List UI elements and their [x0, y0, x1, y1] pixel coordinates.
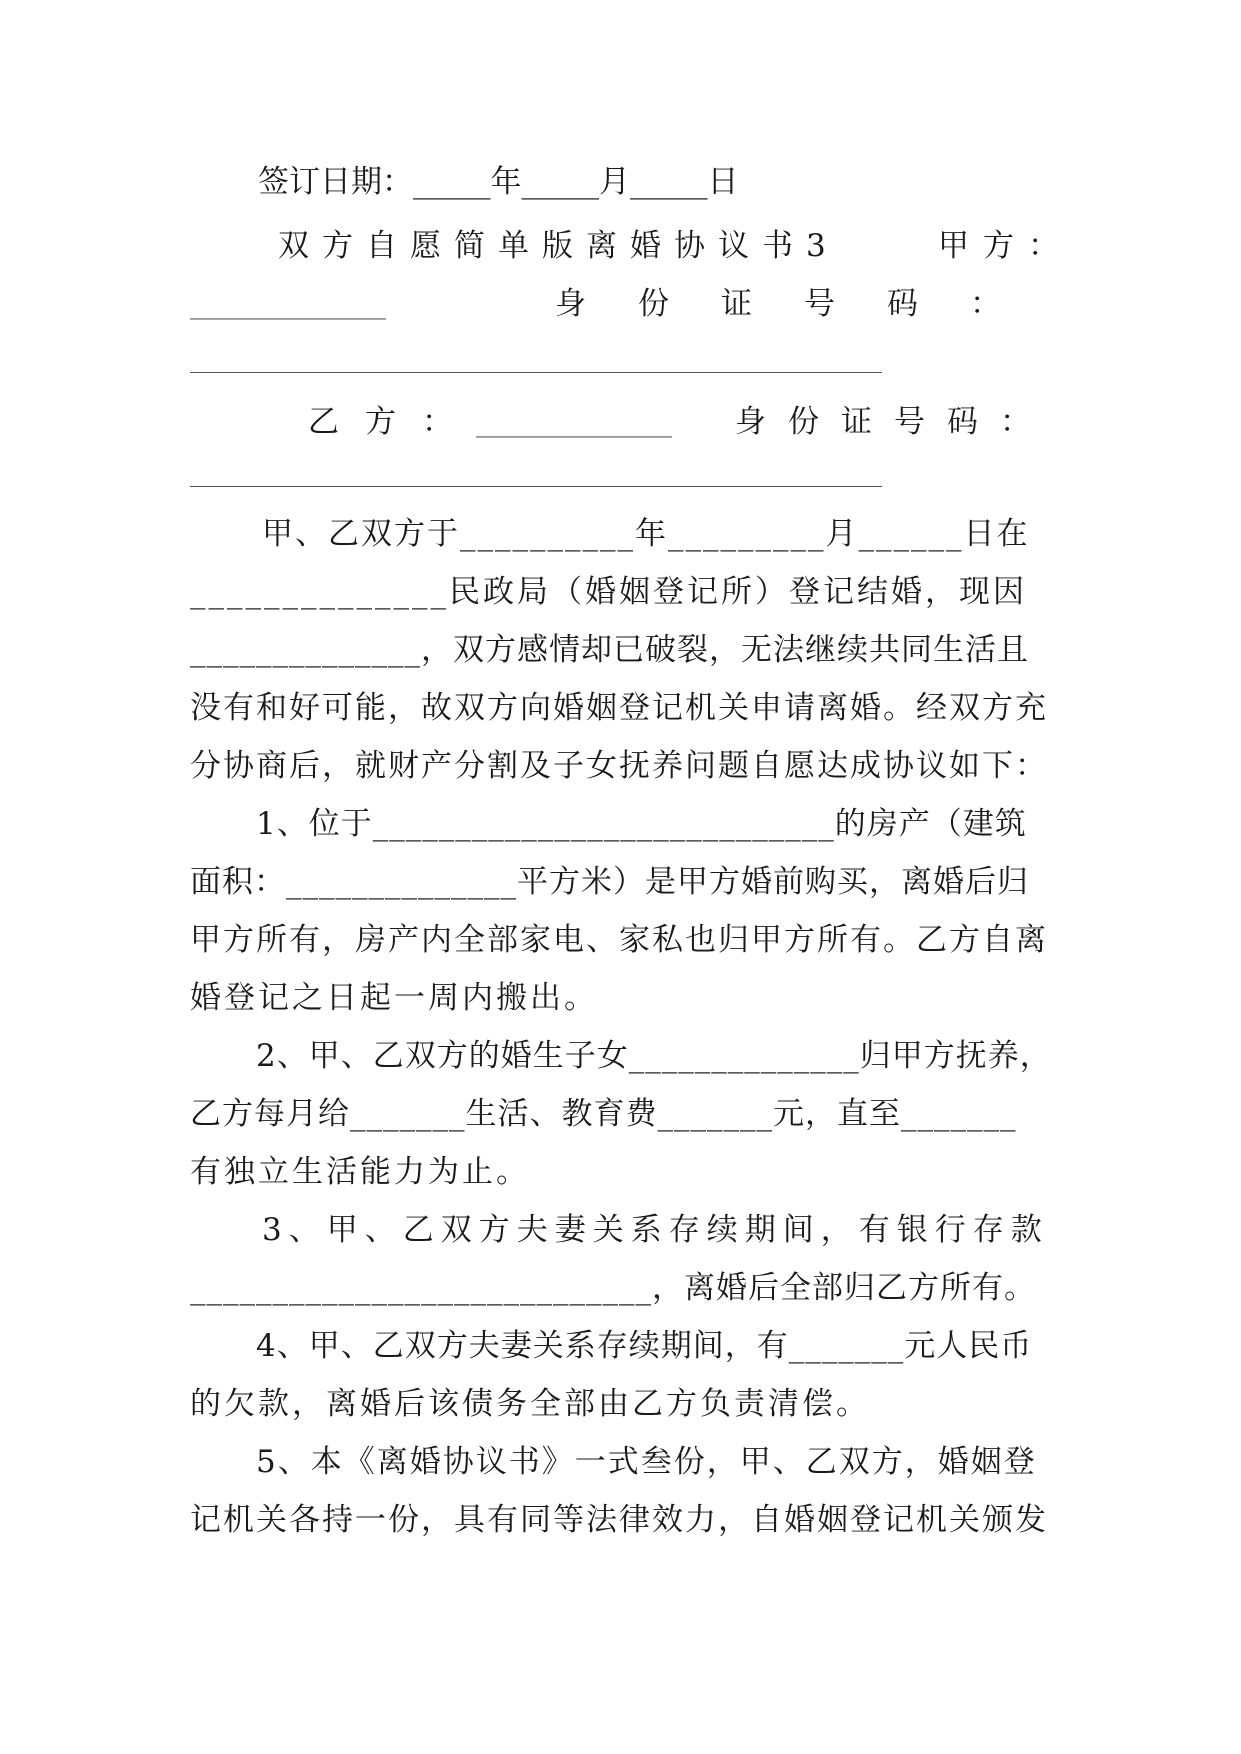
- party-b-label: 乙方：: [308, 404, 479, 440]
- party-b-id-blank: [190, 486, 882, 487]
- party-b-name-blank: ______________: [476, 405, 672, 438]
- party-a-name-blank: ______________: [190, 287, 386, 320]
- clause-5-line-1: 5、本《离婚协议书》一式叁份，甲、乙双方，婚姻登: [256, 1444, 1037, 1480]
- clause-1-line-1: 1、位于____________________________的房产（建筑: [256, 806, 1027, 842]
- clause-4-line-2: 的欠款，离婚后该债务全部由乙方负责清偿。: [190, 1386, 870, 1422]
- party-a-id-label: 身份证号码：: [555, 286, 1053, 322]
- signing-date-line: 签订日期：_____年_____月_____日: [258, 164, 739, 200]
- party-a-label: 甲方：: [938, 228, 1073, 264]
- party-b-id-label: 身份证号码：: [735, 404, 1053, 440]
- clause-4-line-1: 4、甲、乙双方夫妻关系存续期间，有_______元人民币: [256, 1328, 1033, 1364]
- clause-3-line-2: ____________________________，离婚后全部归乙方所有。: [190, 1270, 1036, 1306]
- clause-2-line-1: 2、甲、乙双方的婚生子女______________归甲方抚养，: [256, 1038, 1052, 1074]
- clause-1-line-3: 甲方所有，房产内全部家电、家私也归甲方所有。乙方自离: [190, 922, 1048, 958]
- body-line-2: ______________民政局（婚姻登记所）登记结婚，现因: [190, 574, 1027, 610]
- body-line-5: 分协商后，就财产分割及子女抚养问题自愿达成协议如下：: [190, 748, 1048, 784]
- party-a-id-blank: [190, 372, 882, 373]
- document-title: 双方自愿简单版离婚协议书3: [278, 228, 839, 264]
- clause-1-line-4: 婚登记之日起一周内搬出。: [190, 980, 598, 1016]
- clause-3-line-1: 3、甲、乙双方夫妻关系存续期间，有银行存款: [262, 1212, 1049, 1248]
- body-line-1: 甲、乙双方于__________年_________月______日在: [262, 516, 1030, 552]
- clause-2-line-3: 有独立生活能力为止。: [190, 1154, 530, 1190]
- clause-2-line-2: 乙方每月给_______生活、教育费_______元，直至_______: [190, 1096, 1017, 1132]
- body-line-3: ______________，双方感情却已破裂，无法继续共同生活且: [190, 632, 1029, 668]
- clause-5-line-2: 记机关各持一份，具有同等法律效力，自婚姻登记机关颁发: [190, 1502, 1048, 1538]
- clause-1-line-2: 面积：______________平方米）是甲方婚前购买，离婚后归: [190, 864, 1029, 900]
- body-line-4: 没有和好可能，故双方向婚姻登记机关申请离婚。经双方充: [190, 690, 1048, 726]
